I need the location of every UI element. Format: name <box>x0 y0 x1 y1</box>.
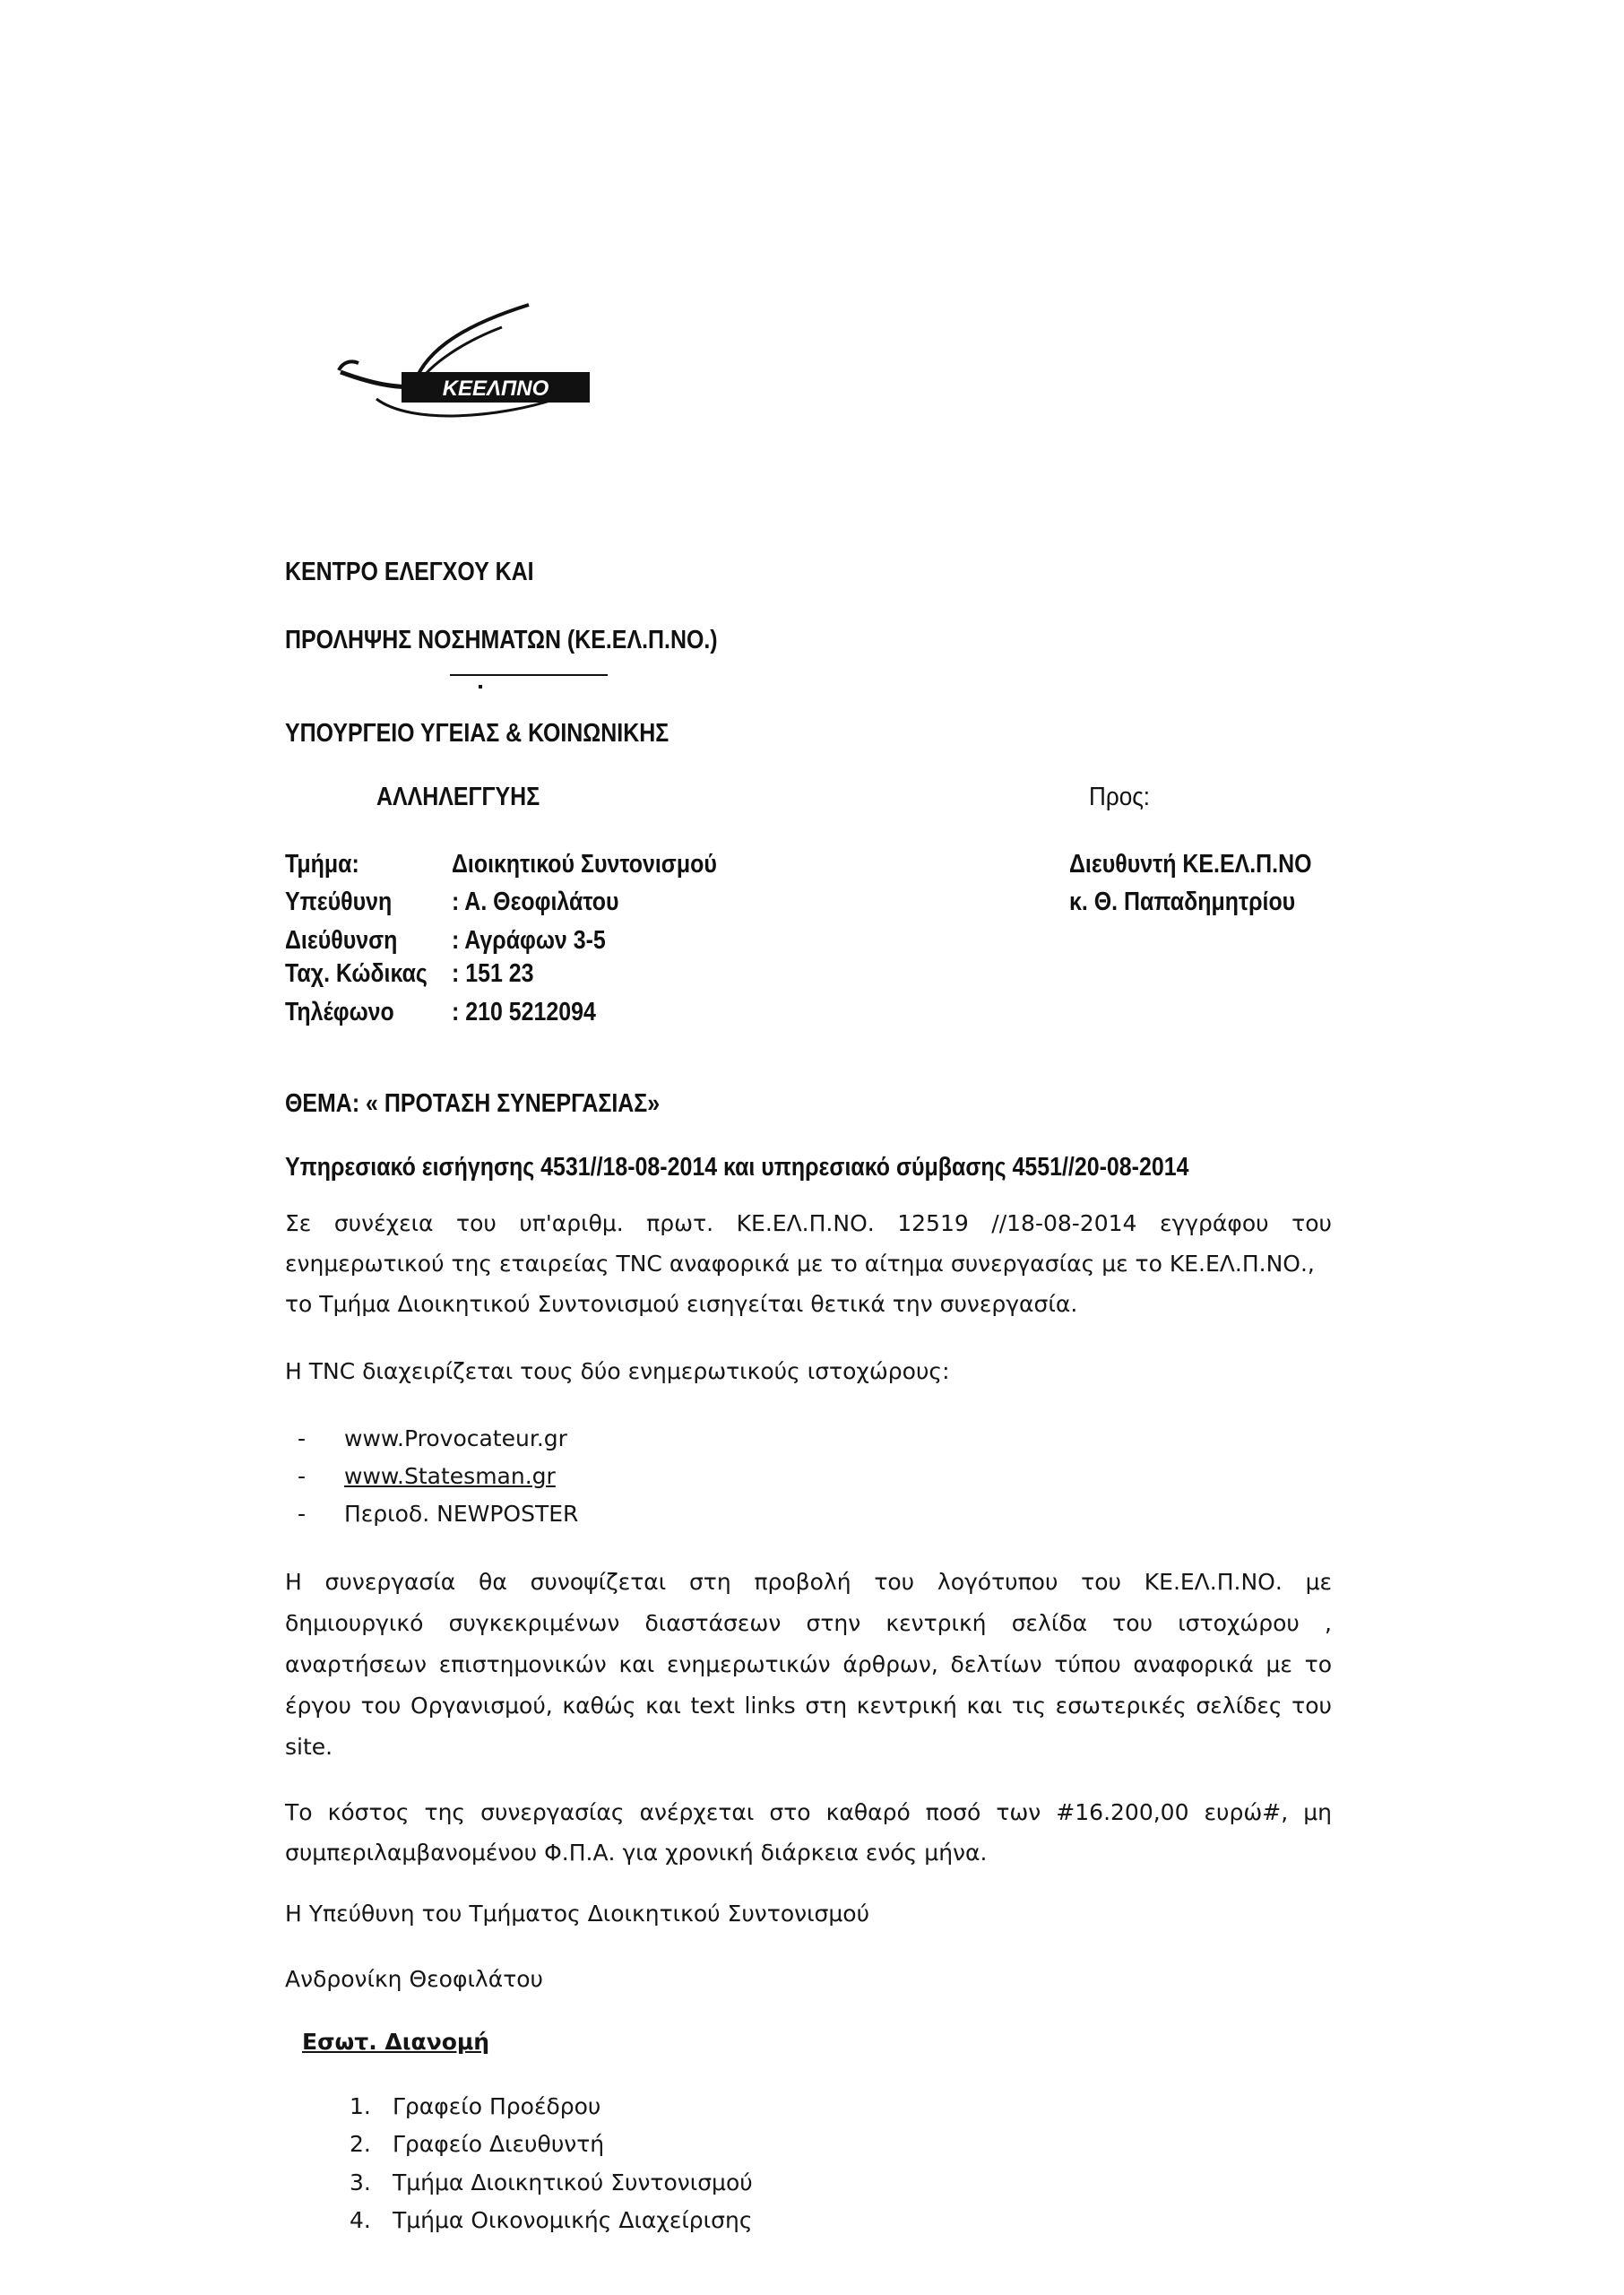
sender-label-responsible: Υπεύθυνη <box>285 888 393 916</box>
org-name-line1: ΚΕΝΤΡΟ ΕΛΕΓΧΟΥ ΚΑΙ <box>285 558 534 586</box>
paragraph-2: Η TNC διαχειρίζεται τους δύο ενημερωτικούς ιστοχώρους: <box>285 1358 950 1384</box>
paragraph-1-line-1: Σε συνέχεια του υπ'αριθμ. πρωτ. ΚΕ.ΕΛ.Π.ΝΟ. 12519 //18-08-2014 εγγράφου του <box>285 1210 1332 1236</box>
distribution-item-4: Τμήμα Οικονομικής Διαχείρισης <box>393 2207 753 2233</box>
recipient-heading: Προς: <box>1089 783 1151 811</box>
recipient-line1: Διευθυντή ΚΕ.ΕΛ.Π.ΝΟ <box>1069 850 1312 879</box>
list-item-number: 1. <box>350 2093 371 2119</box>
sender-label-postcode: Ταχ. Κώδικας <box>285 959 428 988</box>
sender-value-postcode: : 151 23 <box>452 959 534 988</box>
paragraph-4-line-1: Το κόστος της συνεργασίας ανέρχεται στο καθαρό ποσό των #16.200,00 ευρώ#, μη <box>285 1799 1332 1825</box>
signature-title: Η Υπεύθυνη του Τμήματος Διοικητικού Συντονισμού <box>285 1901 870 1927</box>
paragraph-1-line-2: ενημερωτικού της εταιρείας TNC αναφορικά με το αίτημα συνεργασίας με το ΚΕ.ΕΛ.Π.ΝΟ., <box>285 1251 1315 1277</box>
recipient-line2: κ. Θ. Παπαδημητρίου <box>1069 888 1296 916</box>
site-statesman-link[interactable]: www.Statesman.gr <box>344 1463 556 1489</box>
org-name-line2: ΠΡΟΛΗΨΗΣ ΝΟΣΗΜΑΤΩΝ (ΚΕ.ΕΛ.Π.ΝΟ.) <box>285 626 718 654</box>
reference-line: Υπηρεσιακό εισήγησης 4531//18-08-2014 και υπηρεσιακό σύμβασης 4551//20-08-2014 <box>285 1153 1189 1182</box>
list-item-number: 4. <box>350 2207 371 2233</box>
list-bullet: - <box>298 1463 307 1489</box>
keelpno-logo <box>323 300 592 444</box>
ministry-line1: ΥΠΟΥΡΓΕΙΟ ΥΓΕΙΑΣ & ΚΟΙΝΩΝΙΚΗΣ <box>285 719 669 748</box>
subject-line: ΘΕΜΑ: « ΠΡΟΤΑΣΗ ΣΥΝΕΡΓΑΣΙΑΣ» <box>285 1089 661 1118</box>
header-divider <box>450 674 608 676</box>
distribution-item-2: Γραφείο Διευθυντή <box>393 2131 605 2157</box>
signature-name: Ανδρονίκη Θεοφιλάτου <box>285 1966 544 1992</box>
site-provocateur-link[interactable]: www.Provocateur.gr <box>344 1425 567 1451</box>
paragraph-3-line-1: Η συνεργασία θα συνοψίζεται στη προβολή του λογότυπου του ΚΕ.ΕΛ.Π.ΝΟ. με <box>285 1569 1332 1595</box>
paragraph-3-line-3: αναρτήσεων επιστημονικών και ενημερωτικών άρθρων, δελτίων τύπου αναφορικά με το <box>285 1651 1332 1677</box>
sender-value-address: : Αγράφων 3-5 <box>452 926 606 955</box>
paragraph-1-line-3: το Τμήμα Διοικητικού Συντονισμού εισηγείται θετικά την συνεργασία. <box>285 1291 1078 1317</box>
paragraph-3-line-5: site. <box>285 1734 333 1760</box>
distribution-item-3: Τμήμα Διοικητικού Συντονισμού <box>393 2169 753 2195</box>
site-newposter: Περιοδ. NEWPOSTER <box>344 1501 579 1527</box>
logo-text: ΚΕΕΛΠΝΟ <box>442 377 549 401</box>
paragraph-3-line-2: δημιουργικό συγκεκριμένων διαστάσεων στην κεντρική σελίδα του ιστοχώρου , <box>285 1610 1332 1636</box>
paragraph-4-line-2: συμπεριλαμβανομένου Φ.Π.Α. για χρονική διάρκεια ενός μήνα. <box>285 1840 988 1866</box>
sender-label-department: Τμήμα: <box>285 850 359 879</box>
list-item-number: 2. <box>350 2131 371 2157</box>
ministry-line2: ΑΛΛΗΛΕΓΓΥΗΣ <box>376 783 540 811</box>
header-divider-dot <box>479 685 482 688</box>
sender-value-responsible: : Α. Θεοφιλάτου <box>452 888 619 916</box>
sender-value-phone: : 210 5212094 <box>452 998 596 1026</box>
distribution-item-1: Γραφείο Προέδρου <box>393 2093 601 2119</box>
sender-label-phone: Τηλέφωνο <box>285 998 394 1026</box>
sender-label-address: Διεύθυνση <box>285 926 398 955</box>
sender-value-department: Διοικητικού Συντονισμού <box>452 850 717 879</box>
list-item-number: 3. <box>350 2169 371 2195</box>
list-bullet: - <box>298 1425 307 1451</box>
paragraph-3-line-4: έργου του Οργανισμού, καθώς και text links στη κεντρική και τις εσωτερικές σελίδες του <box>285 1693 1332 1719</box>
distribution-heading: Εσωτ. Διανομή <box>302 2029 490 2055</box>
list-bullet: - <box>298 1501 307 1527</box>
